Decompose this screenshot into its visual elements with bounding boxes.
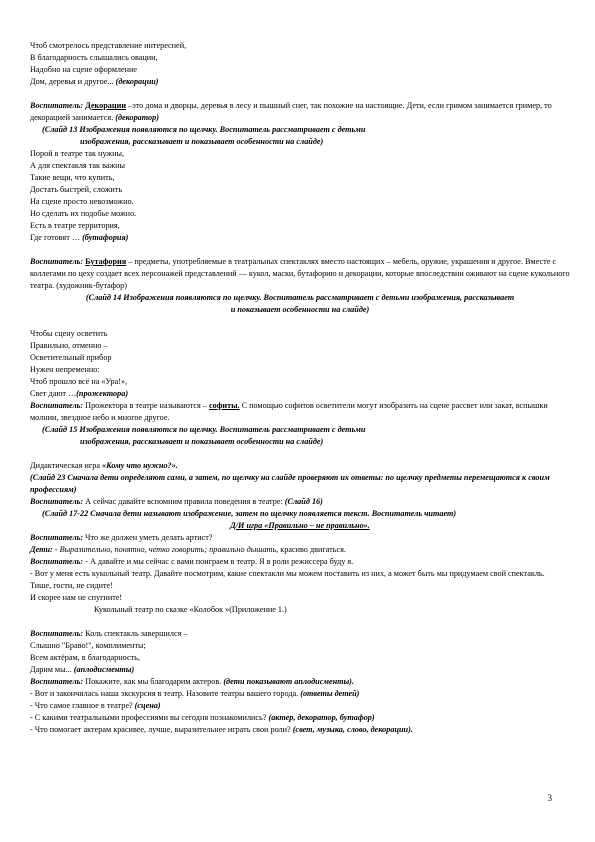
speaker-label: Воспитатель: (30, 401, 84, 410)
riddle-answer: (декорации) (115, 77, 159, 86)
speaker-label: Воспитатель: (30, 533, 84, 542)
paragraph: Воспитатель: Что же должен уметь делать артист? (30, 533, 213, 542)
speaker-label: Воспитатель: (30, 557, 84, 566)
question: - Что помогает актерам красивее, лучше, выразительнее играть свои роли? (свет, музыка, слово, декорации). (30, 725, 413, 734)
question: - Что самое главное в театре? (сцена) (30, 701, 161, 710)
paragraph: Воспитатель: Декорации –это дома и дворцы, деревья в лесу и пышный снег, так похожие на настоящие. Дети, если гримом занимается гример, то декорацией занимается. (декоратор) (30, 101, 552, 122)
poem-line: Слышно "Браво!", комплименты; (30, 641, 146, 650)
speaker-label: Воспитатель: (30, 677, 84, 686)
paragraph: Воспитатель: Покажите, как мы благодарим актеров. (дети показывают аплодисменты). (30, 677, 354, 686)
slide-note: (Слайд 15 Изображения появляются по щелчку. Воспитатель рассматривает с детьми (42, 425, 366, 434)
riddle-answer: (аплодисменты) (73, 665, 135, 674)
slide-note: (Слайд 23 Сначала дети определяют сами, а затем, по щелчку на слайде проверяют их ответы: по щелчку предметы перемещаются к своим профессиям) (30, 473, 550, 494)
paragraph: Воспитатель: Бутафория – предметы, употребляемые в театральных спектаклях вместо настоящих – мебель, оружие, украшения и другое. Вместе с коллегами по цеху создает всех персонажей представлений — кукол, маски, бутафорию и декорации, которые впоследствии оживают на сцене кукольного театра. (художник-бутафор) (30, 257, 570, 290)
poem-line: Есть в театре территория, (30, 221, 120, 230)
poem-line: Правильно, отменно – (30, 341, 108, 350)
poem-line: Чтобы сцену осветить (30, 329, 108, 338)
slide-note: (Слайд 14 Изображения появляются по щелчку. Воспитатель рассматривает с детьми изображения, рассказывает (85, 293, 515, 302)
term: софиты. (208, 401, 240, 410)
speaker-label: Воспитатель: (30, 497, 84, 506)
game-title: Дидактическая игра «Кому что нужно?». (30, 461, 178, 470)
poem-line: Осветительный прибор (30, 353, 112, 362)
poem-line: Всем актёрам, в благодарность, (30, 653, 140, 662)
paragraph: - Вот у меня есть кукольный театр. Давайте посмотрим, какие спектакли мы можем поставить из них, а может быть мы придумаем свой спектакль. (30, 569, 545, 578)
poem-line: Свет дают …(прожектора) (30, 389, 129, 398)
appendix-note: Кукольный театр по сказке «Колобок »(Приложение 1.) (94, 605, 287, 614)
poem-line: Порой в театре так нужны, (30, 149, 125, 158)
slide-note: изображения, рассказывает и показывает особенности на слайде) (80, 137, 324, 146)
page-number: 3 (547, 793, 552, 803)
poem-line: Но сделать их подобье можно. (30, 209, 137, 218)
paragraph: Воспитатель: Прожектора в театре называются – софиты. С помощью софитов осветители могут изобразить на сцене рассвет или закат, вспышки молнии, звездное небо и многое другое. (30, 401, 548, 422)
poem-line: В благодарность слышались овации, (30, 53, 158, 62)
question: - С какими театральными профессиями вы сегодня познакомились? (актер, декоратор, бутафор) (30, 713, 375, 722)
paragraph: И скорее нам не спугните! (30, 593, 123, 602)
slide-note: (Слайд 13 Изображения появляются по щелчку. Воспитатель рассматривает с детьми (42, 125, 366, 134)
riddle-answer: (прожектора) (76, 389, 129, 398)
poem-line: Достать быстрей, сложить (30, 185, 123, 194)
poem-line: Чтоб смотрелось представление интересней, (30, 41, 187, 50)
speaker-label: Дети: (30, 545, 53, 554)
paragraph: Тише, гости, не сидите! (30, 581, 113, 590)
paragraph: Воспитатель: - А давайте и мы сейчас с вами поиграем в театр. Я в роли режиссера буду я. (30, 557, 354, 566)
speaker-label: Воспитатель: (30, 101, 84, 110)
poem-line: Дарим мы... (аплодисменты) (30, 665, 135, 674)
speaker-label: Воспитатель: (30, 257, 84, 266)
poem-line: Дом, деревья и другое... (декорации) (30, 77, 159, 86)
riddle-answer: (бутафория) (82, 233, 129, 242)
slide-note: и показывает особенности на слайде) (230, 305, 370, 314)
poem-line: Такие вещи, что купить, (30, 173, 115, 182)
game-title: Д/И игра «Правильно – не правильно». (230, 521, 370, 530)
poem-line: Чтоб прошло всё на «Ура!», (30, 377, 128, 386)
speaker-label: Воспитатель: (30, 629, 84, 638)
slide-note: изображения, рассказывает и показывает особенности на слайде) (80, 437, 324, 446)
poem-line: А для спектакля так важны (30, 161, 125, 170)
paragraph: Воспитатель: А сейчас давайте вспомним правила поведения в театре: (Слайд 16) (30, 497, 323, 506)
poem-line: Надобно на сцене оформление (30, 65, 138, 74)
paragraph: Дети: - Выразительно, понятно, четко говорить; правильно дышать, красиво двигаться. (30, 545, 346, 554)
term: Декорации (85, 101, 127, 110)
term: Бутафория (85, 257, 127, 266)
poem-line: Нужен непременно: (30, 365, 100, 374)
poem-line: Где готовят … (бутафория) (30, 233, 129, 242)
poem-line: На сцене просто невозможно. (30, 197, 134, 206)
page-content (30, 40, 570, 736)
slide-note: (Слайд 17-22 Сначала дети называют изображение, затем по щелчку появляется текст. Воспитатель читает) (42, 509, 457, 518)
paragraph: Воспитатель: Коль спектакль завершился – (30, 629, 188, 638)
question: - Вот и закончилась наша экскурсия в театр. Назовите театры вашего города. (ответы детей) (30, 689, 360, 698)
